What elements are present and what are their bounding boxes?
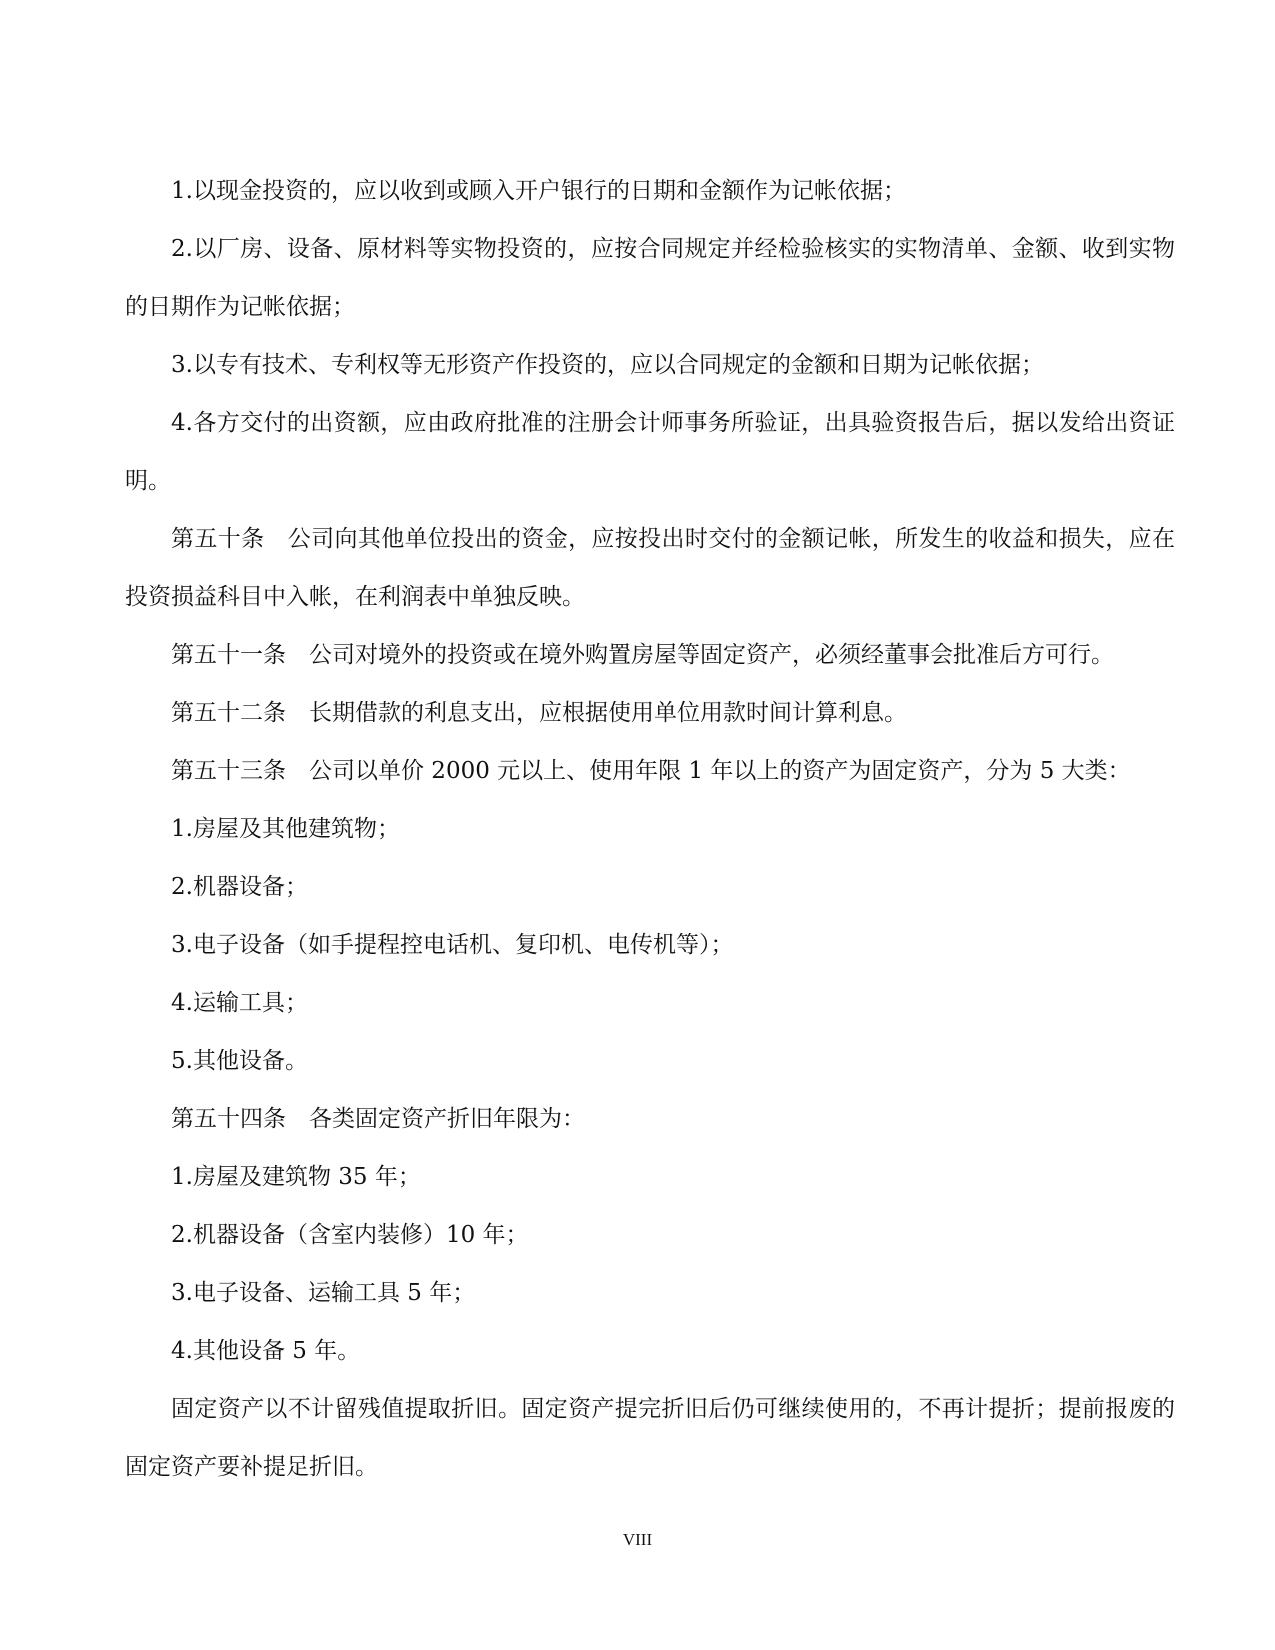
paragraph: 2.以厂房、设备、原材料等实物投资的，应按合同规定并经检验核实的实物清单、金额、收到实物的日期作为记帐依据； xyxy=(125,236,1175,320)
paragraph: 2.机器设备（含室内装修）10 年； xyxy=(171,1222,529,1248)
paragraph: 4.其他设备 5 年。 xyxy=(171,1338,361,1364)
paragraph: 3.电子设备（如手提程控电话机、复印机、电传机等）； xyxy=(171,932,734,958)
document-body xyxy=(125,162,1175,1496)
page-number: VIII xyxy=(622,1530,653,1549)
paragraph: 第五十二条 长期借款的利息支出，应根据使用单位用款时间计算利息。 xyxy=(171,700,907,726)
paragraph: 第五十三条 公司以单价 2000 元以上、使用年限 1 年以上的资产为固定资产，分为 5 大类： xyxy=(171,758,1131,784)
paragraph: 3.以专有技术、专利权等无形资产作投资的，应以合同规定的金额和日期为记帐依据； xyxy=(171,352,1044,378)
paragraph: 4.运输工具； xyxy=(171,990,308,1016)
paragraph: 2.机器设备； xyxy=(171,874,308,900)
paragraph: 第五十条 公司向其他单位投出的资金，应按投出时交付的金额记帐，所发生的收益和损失，应在投资损益科目中入帐，在利润表中单独反映。 xyxy=(125,526,1175,610)
paragraph: 1.房屋及建筑物 35 年； xyxy=(171,1164,421,1190)
paragraph: 4.各方交付的出资额，应由政府批准的注册会计师事务所验证，出具验资报告后，据以发给出资证明。 xyxy=(125,410,1175,494)
paragraph: 1.房屋及其他建筑物； xyxy=(171,816,400,842)
paragraph: 5.其他设备。 xyxy=(171,1048,308,1074)
paragraph: 固定资产以不计留残值提取折旧。固定资产提完折旧后仍可继续使用的，不再计提折；提前报废的固定资产要补提足折旧。 xyxy=(125,1396,1175,1480)
paragraph: 第五十四条 各类固定资产折旧年限为： xyxy=(171,1106,585,1132)
paragraph: 3.电子设备、运输工具 5 年； xyxy=(171,1280,476,1306)
paragraph: 1.以现金投资的，应以收到或顾入开户银行的日期和金额作为记帐依据； xyxy=(171,178,906,204)
paragraph: 第五十一条 公司对境外的投资或在境外购置房屋等固定资产，必须经董事会批准后方可行。 xyxy=(171,642,1114,668)
